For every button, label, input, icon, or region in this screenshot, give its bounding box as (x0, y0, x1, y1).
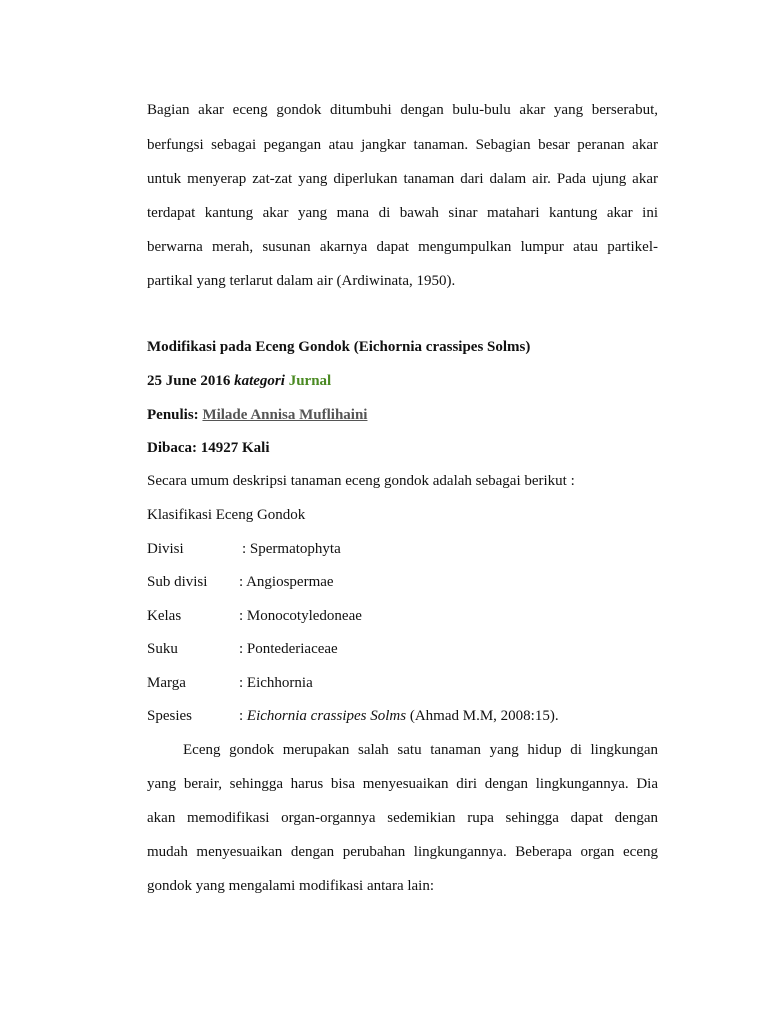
paragraph-line: berwarna merah, susunan akarnya dapat mengumpulkan lumpur atau partikel- (147, 239, 658, 255)
author-label: Penulis: (147, 407, 199, 423)
row-value: : Monocotyledoneae (239, 608, 362, 624)
row-key: Marga (147, 675, 186, 691)
article-title: Modifikasi pada Eceng Gondok (Eichornia crassipes Solms) (147, 339, 531, 355)
row-key: Spesies (147, 708, 192, 724)
category-link[interactable]: Jurnal (288, 373, 332, 389)
paragraph-line: Bagian akar eceng gondok ditumbuhi dengan bulu-bulu akar yang berserabut, (147, 102, 658, 118)
paragraph-line: yang berair, sehingga harus bisa menyesuaikan diri dengan lingkungannya. Dia (147, 776, 658, 792)
row-key: Divisi (147, 541, 184, 557)
intro-text: Secara umum deskripsi tanaman eceng gondok adalah sebagai berikut : (147, 473, 575, 489)
classification-heading: Klasifikasi Eceng Gondok (147, 507, 306, 523)
row-value: : Eichhornia (239, 675, 313, 691)
row-value: : Pontederiaceae (239, 641, 338, 657)
category-label: kategori (234, 373, 285, 389)
author-link[interactable]: Milade Annisa Muflihaini (202, 407, 368, 423)
row-key: Sub divisi (147, 574, 208, 590)
row-key: Suku (147, 641, 178, 657)
paragraph-line: akan memodifikasi organ-organnya sedemikian rupa sehingga dapat dengan (147, 810, 658, 826)
paragraph-line: partikal yang terlarut dalam air (Ardiwinata, 1950). (147, 273, 456, 289)
paragraph-line: untuk menyerap zat-zat yang diperlukan tanaman dari dalam air. Pada ujung akar (147, 171, 658, 187)
paragraph-line: Eceng gondok merupakan salah satu tanaman yang hidup di lingkungan (183, 742, 658, 758)
view-count: Dibaca: 14927 Kali (147, 440, 270, 456)
document-page (147, 0, 658, 1024)
paragraph-line: mudah menyesuaikan dengan perubahan lingkungannya. Beberapa organ eceng (147, 844, 658, 860)
species-citation: (Ahmad M.M, 2008:15). (406, 708, 559, 724)
row-key: Kelas (147, 608, 182, 624)
author-line (147, 405, 367, 425)
row-value: : Angiospermae (239, 574, 334, 590)
row-value: : Spermatophyta (242, 541, 341, 557)
article-date: 25 June 2016 (147, 373, 231, 389)
row-value (239, 706, 559, 726)
species-name: Eichornia crassipes Solms (246, 708, 407, 724)
paragraph-line: gondok yang mengalami modifikasi antara lain: (147, 878, 435, 894)
article-meta (147, 371, 331, 391)
species-prefix: : (239, 708, 247, 724)
paragraph-line: terdapat kantung akar yang mana di bawah sinar matahari kantung akar ini (147, 205, 658, 221)
paragraph-line: berfungsi sebagai pegangan atau jangkar tanaman. Sebagian besar peranan akar (147, 137, 658, 153)
